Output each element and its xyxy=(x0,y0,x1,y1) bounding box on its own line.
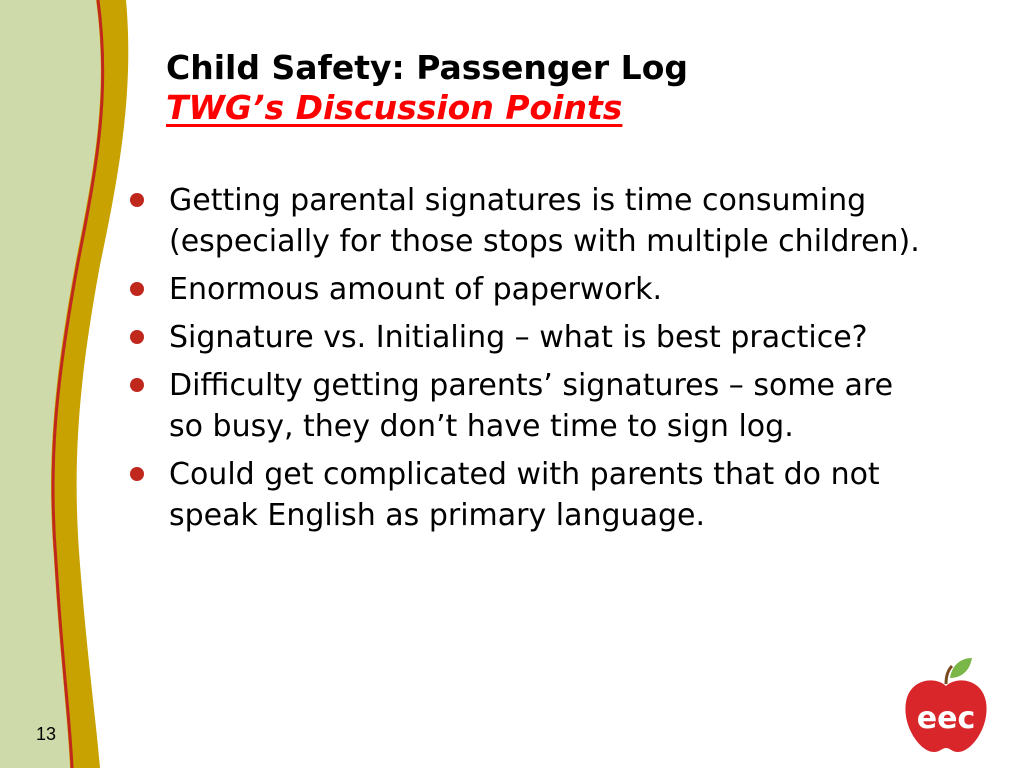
decorative-side-stripe xyxy=(0,0,140,768)
bullet-text: Could get complicated with parents that do not speak English as primary language. xyxy=(169,457,880,533)
slide-subtitle: TWG’s Discussion Points xyxy=(166,88,623,127)
bullet-item xyxy=(130,180,920,262)
bullet-dot-icon xyxy=(130,193,144,207)
bullet-dot-icon xyxy=(130,282,144,296)
bullet-text: Enormous amount of paperwork. xyxy=(169,272,663,307)
slide-title: Child Safety: Passenger Log xyxy=(166,48,689,87)
bullet-dot-icon xyxy=(130,378,144,392)
bullet-text: Signature vs. Initialing – what is best practice? xyxy=(169,320,868,355)
title-block xyxy=(166,48,986,128)
bullet-text: Getting parental signatures is time consuming (especially for those stops with multiple children). xyxy=(169,183,920,259)
logo-text: eec xyxy=(916,701,976,736)
bullet-dot-icon xyxy=(130,467,144,481)
bullet-list xyxy=(130,180,920,543)
bullet-item xyxy=(130,269,920,310)
logo-leaf xyxy=(950,658,972,678)
bullet-text: Difficulty getting parents’ signatures – some are so busy, they don’t have time to sign log. xyxy=(169,368,894,444)
bullet-item xyxy=(130,454,920,536)
bullet-dot-icon xyxy=(130,330,144,344)
bullet-item xyxy=(130,365,920,447)
bullet-item xyxy=(130,317,920,358)
page-number: 13 xyxy=(36,724,57,744)
apple-logo-icon xyxy=(900,656,992,754)
